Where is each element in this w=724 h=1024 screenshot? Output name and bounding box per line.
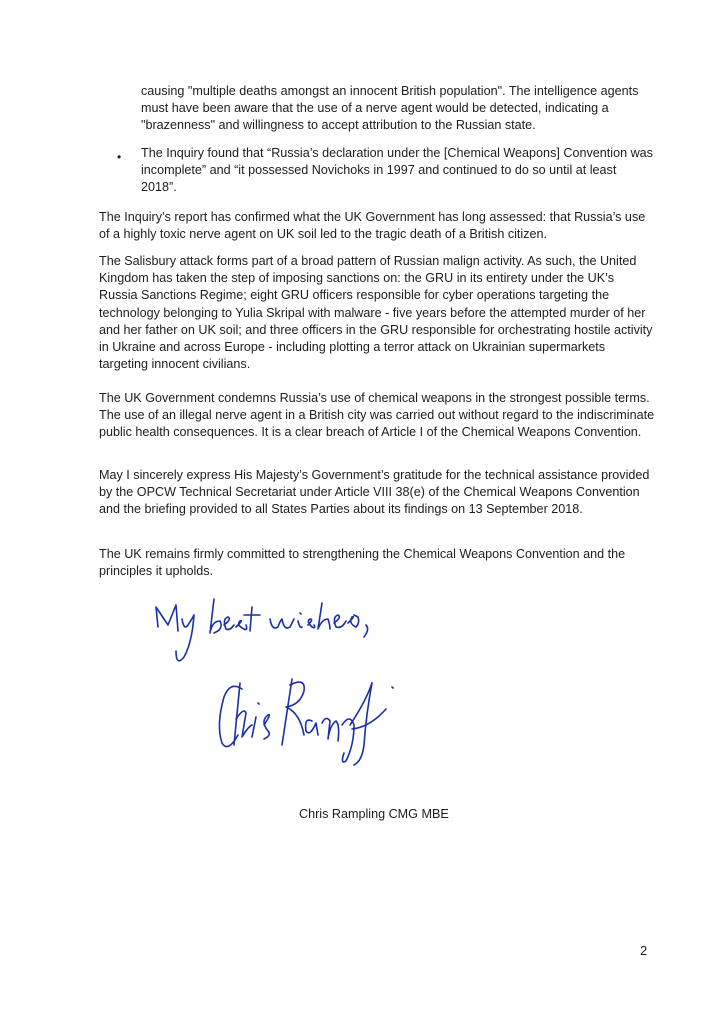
- handwritten-signature: [140, 585, 420, 770]
- paragraph-commitment: The UK remains firmly committed to strengthening the Chemical Weapons Convention and the principles it upholds.: [99, 547, 626, 579]
- paragraph-gratitude-opcw: May I sincerely express His Majesty’s Government’s gratitude for the technical assistance provided by the OPCW Technical Secretariat under Article VIII 38(e) of the Chemical Weapons Convention and the briefing provided to all States Parties about its findings on 13 September 2018.: [99, 468, 650, 517]
- bullet-item: The Inquiry found that “Russia’s declaration under the [Chemical Weapons] Convention was incomplete” and “it possessed Novichoks in 1997 and continued to do so until at least 2018”.: [141, 146, 653, 195]
- paragraph-inquiry-report: The Inquiry’s report has confirmed what the UK Government has long assessed: that Russia’s use of a highly toxic nerve agent on UK soil led to the tragic death of a British citizen.: [99, 210, 646, 242]
- page-number: 2: [640, 943, 648, 958]
- paragraph-salisbury-sanctions: The Salisbury attack forms part of a broad pattern of Russian malign activity. As such, the United Kingdom has taken the step of imposing sanctions on: the GRU in its entirety under the UK’s Russia Sanctions Regime; eight GRU officers responsible for cyber operations targeting the technology belonging to Yulia Skripal with malware - five years before the attempted murder of her and her father on UK soil; and three officers in the GRU responsible for orchestrating hostile activity in Ukraine and across Europe - including plotting a terror attack on Ukrainian supermarkets targeting innocent civilians.: [99, 254, 653, 372]
- continuation-paragraph: causing "multiple deaths amongst an innocent British population". The intelligence agents must have been aware that the use of a nerve agent would be detected, indicating a "brazenness" and willingness to accept attribution to the Russian state.: [141, 84, 639, 133]
- paragraph-condemnation: The UK Government condemns Russia’s use of chemical weapons in the strongest possible terms. The use of an illegal nerve agent in a British city was carried out without regard to the indiscriminate public health consequences. It is a clear breach of Article I of the Chemical Weapons Convention.: [99, 391, 655, 440]
- bullet-marker: •: [117, 150, 122, 164]
- signatory-name: Chris Rampling CMG MBE: [299, 807, 449, 821]
